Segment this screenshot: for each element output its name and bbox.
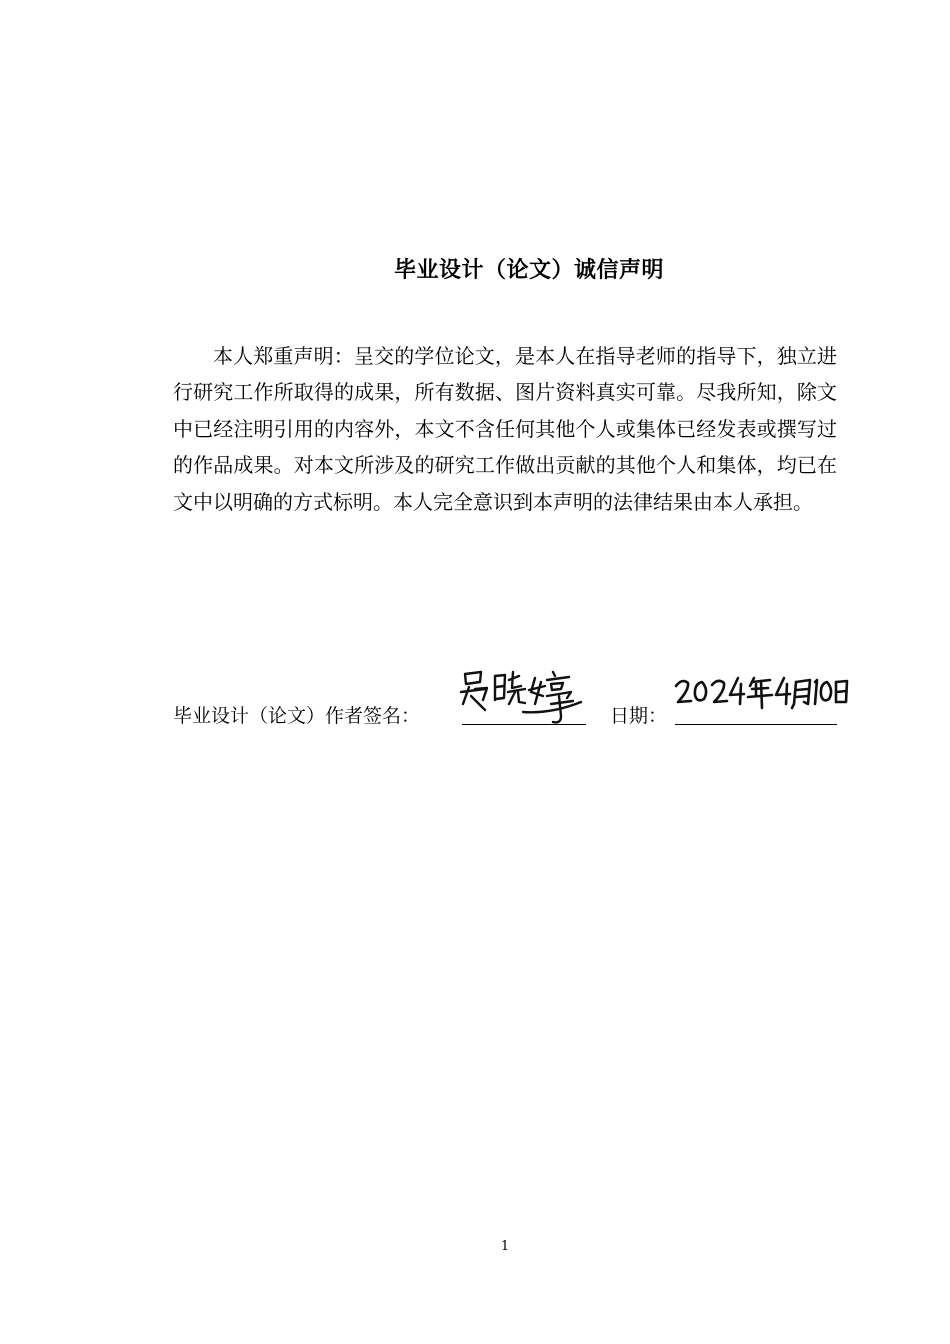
- date-strokes: [672, 670, 852, 718]
- handwritten-date: [672, 670, 852, 718]
- date-label: 日期：: [610, 705, 668, 727]
- declaration-body: [173, 338, 837, 520]
- declaration-paragraph: 本人郑重声明：呈交的学位论文，是本人在指导老师的指导下，独立进行研究工作所取得的成果，所有数据、图片资料真实可靠。尽我所知，除文中已经注明引用的内容外，本文不含任何其他个人或集体已经发表或撰写过的作品成果。对本文所涉及的研究工作做出贡献的其他个人和集体，均已在文中以明确的方式标明。本人完全意识到本声明的法律结果由本人承担。: [173, 344, 837, 514]
- handwritten-signature: [455, 658, 595, 730]
- page-number: 1: [500, 1239, 510, 1254]
- date-line: [675, 724, 837, 725]
- signature-label: 毕业设计（论文）作者签名：: [173, 705, 421, 727]
- signature-strokes: [455, 658, 595, 730]
- page-title: 毕业设计（论文）诚信声明: [393, 258, 664, 283]
